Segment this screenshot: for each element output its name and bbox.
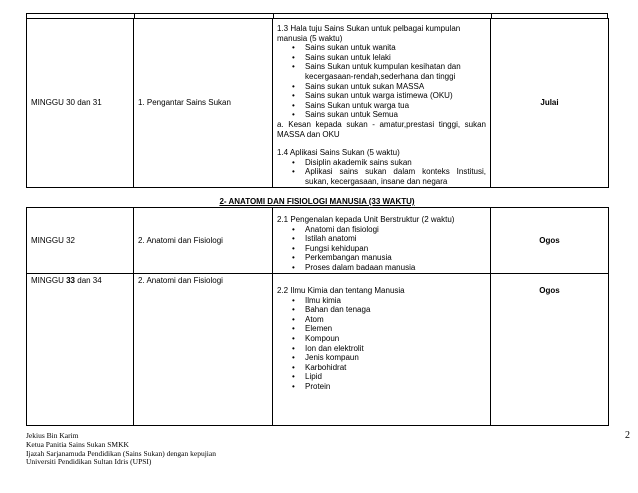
week-prefix: MINGGU: [31, 276, 67, 285]
week-cell: MINGGU 32: [27, 208, 134, 274]
content-cell: [273, 208, 491, 274]
schedule-table-section-2: [26, 207, 609, 426]
list-item: • Istilah anatomi: [305, 234, 486, 244]
content-cell: [273, 19, 491, 188]
content-cell: [273, 274, 491, 426]
schedule-table-section-1: [26, 18, 609, 188]
list-item: • Perkembangan manusia: [305, 253, 486, 263]
month-cell: Ogos: [491, 274, 609, 426]
subtopic-list: [277, 225, 486, 273]
list-item: • Sains sukan untuk lelaki: [305, 53, 486, 63]
list-item: • Proses dalam badaan manusia: [305, 263, 486, 273]
topic-cell: 1. Pengantar Sains Sukan: [134, 19, 273, 188]
table-row: [27, 274, 609, 426]
topic-cell: 2. Anatomi dan Fisiologi: [134, 274, 273, 426]
list-item: • Anatomi dan fisiologi: [305, 225, 486, 235]
list-item: • Ilmu kimia: [305, 296, 486, 306]
list-item: • Sains sukan untuk sukan MASSA: [305, 82, 486, 92]
subtopic-heading: 1.4 Aplikasi Sains Sukan (5 waktu): [277, 148, 400, 158]
list-item: • Sains sukan untuk wanita: [305, 43, 486, 53]
week-cell: MINGGU 30 dan 31: [27, 19, 134, 188]
list-item: • Fungsi kehidupan: [305, 244, 486, 254]
list-item: • Bahan dan tenaga: [305, 305, 486, 315]
list-item: • Sains Sukan untuk kumpulan kesihatan dan kecergasaan-rendah,sederhana dan tinggi: [305, 62, 486, 81]
list-item: • Elemen: [305, 324, 486, 334]
subtopic-list: [277, 158, 486, 187]
list-item: • Kompoun: [305, 334, 486, 344]
week-cell: [27, 274, 134, 426]
subtopic-heading: 1.3 Hala tuju Sains Sukan untuk pelbagai kumpulan manusia (5 waktu): [277, 24, 461, 43]
month-cell: Ogos: [491, 208, 609, 274]
week-number: 33: [66, 276, 76, 285]
topic-cell: 2. Anatomi dan Fisiologi: [134, 208, 273, 274]
footer-author: Jekius Bin Karim: [26, 431, 79, 440]
list-item: • Lipid: [305, 372, 486, 382]
footer-university: Universiti Pendidikan Sultan Idris (UPSI): [26, 457, 152, 467]
footer-degree: Ijazah Sarjanamuda Pendidikan (Sains Sukan) dengan kepujian: [26, 448, 216, 458]
list-item: • Ion dan elektrolit: [305, 344, 486, 354]
list-item: • Sains sukan untuk warga istimewa (OKU): [305, 91, 486, 101]
list-item: • Aplikasi sains sukan dalam konteks Institusi, sukan, kecergasaan, insane dan negara: [305, 167, 486, 186]
subtopic-heading: 2.1 Pengenalan kepada Unit Berstruktur (2 waktu): [277, 215, 455, 224]
list-item: • Disiplin akademik sains sukan: [305, 158, 486, 168]
section-title: 2- ANATOMI DAN FISIOLOGI MANUSIA (33 WAKTU): [219, 197, 415, 206]
week-suffix: dan 34: [75, 276, 102, 285]
subtopic-note: a. Kesan kepada sukan - amatur,prestasi tinggi, sukan MASSA dan OKU: [277, 119, 486, 139]
table-row: [27, 19, 609, 188]
month-cell: Julai: [491, 19, 609, 188]
footer: [26, 432, 216, 467]
subtopic-heading: 2.2 Ilmu Kimia dan tentang Manusia: [277, 286, 405, 295]
table-row: [27, 208, 609, 274]
list-item: • Protein: [305, 382, 486, 392]
list-item: • Sains Sukan untuk warga tua: [305, 101, 486, 111]
subtopic-list: [277, 296, 486, 392]
subtopic-list: [277, 43, 486, 120]
footer-position: Ketua Panitia Sains Sukan SMKK: [26, 439, 129, 449]
list-item: • Jenis kompaun: [305, 353, 486, 363]
list-item: • Karbohidrat: [305, 363, 486, 373]
page-number: 2: [625, 430, 630, 441]
list-item: • Sains sukan untuk Semua: [305, 110, 486, 120]
list-item: • Atom: [305, 315, 486, 325]
